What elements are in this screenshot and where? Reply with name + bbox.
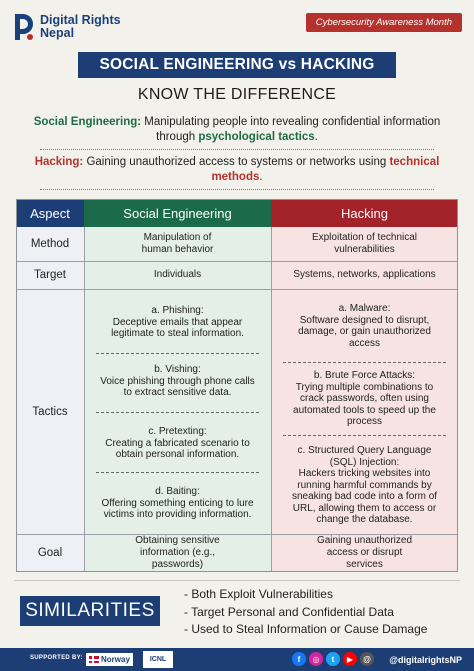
norway-label: Norway	[101, 655, 130, 664]
page-subtitle: KNOW THE DIFFERENCE	[137, 86, 337, 103]
logo-name-line1: Digital Rights	[40, 13, 121, 27]
definition-se-end: .	[314, 131, 318, 143]
definition-se-term: Social Engineering:	[33, 116, 142, 128]
definition-se-text: Manipulating people into revealing confidential information through	[141, 116, 441, 143]
tactic-description: Hackers tricking websites into running harmful commands by sneaking bad code into a form of URL, allowing them to access or change the database.	[291, 468, 438, 525]
dr-logo-icon	[12, 12, 36, 42]
tactic-description: Deceptive emails that appear legitimate to steal information.	[111, 316, 244, 339]
similarities-list	[184, 586, 427, 639]
divider	[40, 189, 434, 190]
tactic-title: a. Phishing:	[151, 305, 204, 316]
norway-flag-icon	[89, 656, 99, 663]
divider	[40, 149, 434, 150]
instagram-icon[interactable]: ◎	[309, 652, 323, 666]
tactic-description: Voice phishing through phone calls to extract sensitive data.	[100, 375, 255, 398]
similarity-item: - Target Personal and Confidential Data	[184, 604, 394, 619]
norway-logo	[86, 653, 133, 666]
similarity-item: - Used to Steal Information or Cause Damage	[184, 622, 428, 636]
icnl-label: ICNL	[149, 656, 167, 663]
method-hk-cell: Exploitation of technical vulnerabilities	[311, 232, 418, 255]
definition-hk-highlight: technical methods	[211, 156, 440, 183]
tactic-description: Trying multiple combinations to crack passwords, often using automated tools to speed up the process	[293, 381, 436, 427]
tactic-title: c. Pretexting:	[148, 426, 207, 437]
table-border	[16, 199, 458, 572]
facebook-icon[interactable]: f	[292, 652, 306, 666]
logo-name-line2: Nepal	[40, 26, 75, 40]
twitter-icon[interactable]: t	[326, 652, 340, 666]
goal-hk-cell: Gaining unauthorized access or disrupt services	[316, 535, 413, 570]
target-hk-cell: Systems, networks, applications	[293, 269, 436, 280]
section-divider	[14, 580, 460, 581]
definition-se-highlight: psychological tactics	[198, 131, 315, 143]
row-label-method: Method	[30, 238, 70, 250]
target-se-cell: Individuals	[153, 269, 202, 280]
at-icon[interactable]: @	[360, 652, 374, 666]
supported-by-label: SUPPORTED BY:	[30, 655, 83, 661]
tactic-description: Creating a fabricated scenario to obtain personal information.	[105, 437, 250, 460]
brand-logo	[12, 12, 121, 42]
tactic-description: Software designed to disrupt, damage, or gain unauthorized access	[298, 314, 431, 349]
page-title: SOCIAL ENGINEERING vs HACKING	[78, 52, 396, 78]
definition-hk-end: .	[259, 171, 263, 183]
row-label-tactics: Tactics	[32, 405, 68, 418]
tactic-title: b. Brute Force Attacks:	[313, 370, 416, 381]
social-handle[interactable]: @digitalrightsNP	[389, 655, 462, 665]
tactic-description: Offering something enticing to lure victims into providing information.	[101, 497, 254, 520]
goal-se-cell: Obtaining sensitive information (e.g., passwords)	[135, 535, 220, 570]
youtube-icon[interactable]: ▶	[343, 652, 357, 666]
row-label-target: Target	[34, 269, 66, 281]
tactic-title: b. Vishing:	[154, 364, 201, 375]
tactic-title: d. Baiting:	[155, 486, 200, 497]
header-social-engineering: Social Engineering	[84, 199, 271, 227]
footer-bar	[0, 648, 474, 671]
definition-hk-term: Hacking:	[34, 156, 84, 168]
definition-social-engineering	[28, 115, 446, 145]
icnl-logo	[143, 651, 173, 668]
definition-hacking	[28, 155, 446, 185]
header-aspect: Aspect	[16, 199, 84, 227]
row-label-goal: Goal	[37, 547, 63, 559]
tactic-title: c. Structured Query Language (SQL) Injection:	[297, 445, 432, 468]
social-links	[289, 652, 374, 666]
method-se-cell: Manipulation of human behavior	[141, 232, 214, 255]
similarities-title: SIMILARITIES	[20, 596, 160, 626]
campaign-badge: Cybersecurity Awareness Month	[306, 13, 462, 32]
definition-hk-text: Gaining unauthorized access to systems or networks using	[83, 156, 390, 168]
header-hacking: Hacking	[271, 199, 458, 227]
tactic-title: a. Malware:	[338, 303, 391, 314]
similarity-item: - Both Exploit Vulnerabilities	[184, 587, 333, 601]
